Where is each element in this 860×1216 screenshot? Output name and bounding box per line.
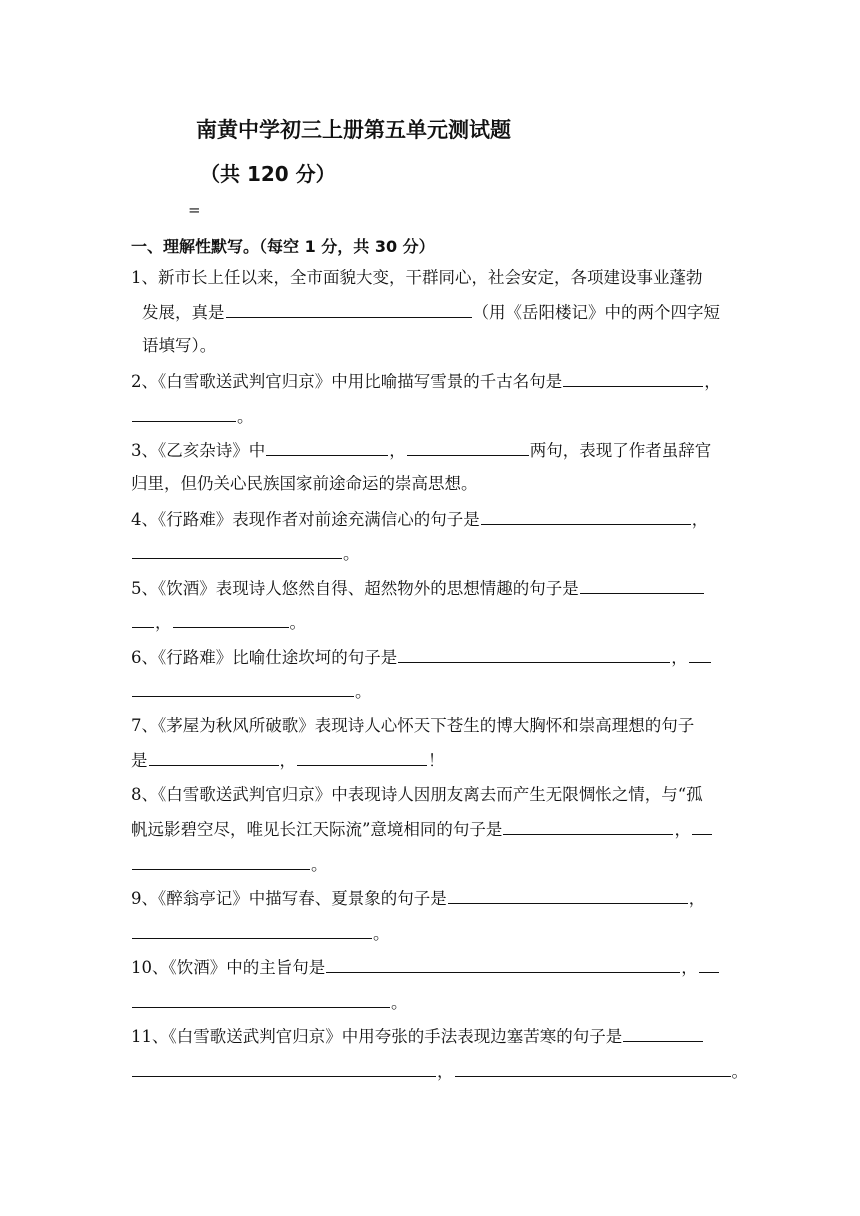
question-6-line-1: 6、《行路难》比喻仕途坎坷的句子是 ， <box>131 646 712 669</box>
answer-blank[interactable] <box>563 370 703 387</box>
answer-blank[interactable] <box>266 439 388 456</box>
answer-blank[interactable] <box>149 749 279 766</box>
question-10-line-1: 10、《饮酒》中的主旨句是 ， <box>131 956 720 979</box>
question-4-line-1: 4、《行路难》表现作者对前途充满信心的句子是 ， <box>131 510 709 529</box>
answer-blank[interactable] <box>407 439 529 456</box>
answer-blank[interactable] <box>503 818 673 835</box>
question-3-line-1: 3、《乙亥杂诗》中 ， 两句，表现了作者虽辞官 <box>131 441 712 460</box>
answer-blank[interactable] <box>455 1060 731 1077</box>
answer-blank[interactable] <box>689 646 711 663</box>
question-11-line-1: 11、《白雪歌送武判官归京》中用夸张的手法表现边塞苦寒的句子是 <box>131 1025 704 1048</box>
answer-blank[interactable] <box>132 1060 436 1077</box>
question-2-line-2: 。 <box>131 405 254 428</box>
page-title: 南黄中学初三上册第五单元测试题 <box>196 118 511 142</box>
answer-blank[interactable] <box>226 301 472 318</box>
answer-blank[interactable] <box>132 991 390 1008</box>
answer-blank[interactable] <box>132 922 372 939</box>
question-10-line-2: 。 <box>131 991 408 1014</box>
question-7-line-1: 7、《茅屋为秋风所破歌》表现诗人心怀天下苍生的博大胸怀和崇高理想的句子 <box>131 716 695 735</box>
question-1-line-3: 语填写）。 <box>142 336 217 355</box>
total-score: （共 120 分） <box>200 162 336 186</box>
question-3-line-2: 归里，但仍关心民族国家前途命运的崇高思想。 <box>131 474 478 493</box>
answer-blank[interactable] <box>481 508 691 525</box>
question-11-line-2: ， 。 <box>131 1060 748 1083</box>
question-8-line-2: 帆远影碧空尽，唯见长江天际流”意境相同的句子是 ， <box>131 818 713 841</box>
question-7-line-2: 是 ， ！ <box>131 751 445 770</box>
answer-blank[interactable] <box>132 405 236 422</box>
section-heading: 一、理解性默写。（每空 1 分，共 30 分） <box>131 237 435 256</box>
answer-blank[interactable] <box>398 646 670 663</box>
answer-blank[interactable] <box>448 887 688 904</box>
question-8-line-1: 8、《白雪歌送武判官归京》中表现诗人因朋友离去而产生无限惆怅之情，与“孤 <box>131 785 703 804</box>
question-5-line-2: ， 。 <box>131 611 306 634</box>
answer-blank[interactable] <box>297 749 427 766</box>
answer-blank[interactable] <box>132 542 342 559</box>
answer-blank[interactable] <box>699 956 719 973</box>
question-8-line-3: 。 <box>131 853 328 876</box>
question-9-line-1: 9、《醉翁亭记》中描写春、夏景象的句子是 ， <box>131 889 706 908</box>
question-4-line-2: 。 <box>131 542 360 565</box>
stray-mark: = <box>188 201 201 219</box>
answer-blank[interactable] <box>132 680 354 697</box>
answer-blank[interactable] <box>173 611 289 628</box>
answer-blank[interactable] <box>132 853 310 870</box>
question-1-line-2: 发展，真是 （用《岳阳楼记》中的两个四字短 <box>142 303 720 322</box>
answer-blank[interactable] <box>326 956 680 973</box>
answer-blank[interactable] <box>692 818 712 835</box>
answer-blank[interactable] <box>580 577 704 594</box>
question-2-line-1: 2、《白雪歌送武判官归京》中用比喻描写雪景的千古名句是 ， <box>131 372 721 391</box>
answer-blank[interactable] <box>623 1025 703 1042</box>
question-6-line-2: 。 <box>131 680 372 703</box>
question-1-line-1: 1、新市长上任以来，全市面貌大变，干群同心，社会安定，各项建设事业蓬勃 <box>131 268 703 287</box>
question-5-line-1: 5、《饮酒》表现诗人悠然自得、超然物外的思想情趣的句子是 <box>131 577 705 600</box>
answer-blank[interactable] <box>132 611 154 628</box>
question-9-line-2: 。 <box>131 922 390 945</box>
